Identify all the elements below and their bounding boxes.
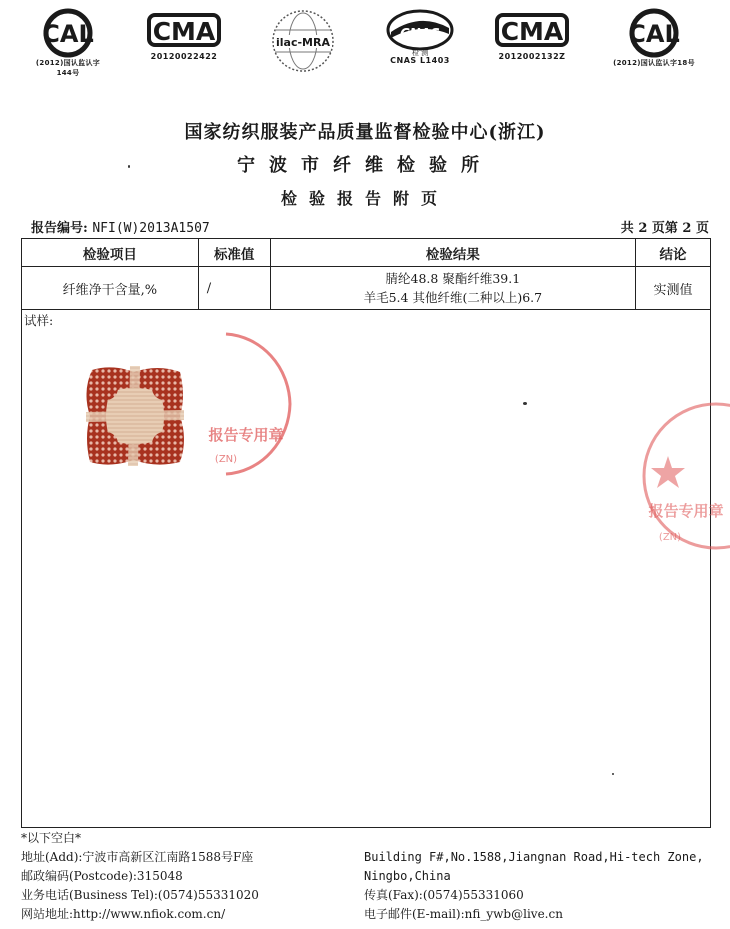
cal-mark-icon: [626, 8, 682, 58]
footer-fax: 传真(Fax):(0574)55331060: [364, 888, 524, 902]
cma-code-left: 20120022422: [150, 52, 218, 61]
header-conclusion: 结论: [636, 239, 711, 267]
cma-mark-text: CMA: [152, 17, 216, 46]
cnas-mark-icon: [385, 8, 455, 56]
cma-mark-text: CMA: [500, 17, 564, 46]
cell-conclusion: 实测值: [636, 267, 711, 310]
footer-website[interactable]: 网站地址:http://www.nfiok.com.cn/: [21, 907, 226, 921]
page-type-title: 检验报告附页: [280, 189, 449, 208]
seal-left-code: (ZN): [214, 454, 238, 465]
ilac-globe-icon: [270, 8, 336, 74]
cal-code-left: (2012)国认监认字144号: [35, 59, 101, 77]
cma-logo-left: [146, 8, 222, 61]
seal-right-text: 报告专用章: [648, 502, 724, 520]
footer-postcode: 邮政编码(Postcode):315048: [21, 869, 183, 883]
cal-logo-right: [612, 8, 696, 68]
cal-mark-icon: [40, 8, 96, 58]
header-result: 检验结果: [270, 239, 635, 267]
institute-title: 宁波市纤维检验所: [237, 155, 493, 176]
cell-result: [270, 267, 635, 310]
cal-code-right: (2012)国认监认字18号: [613, 59, 695, 67]
cma-mark-icon: [146, 8, 222, 52]
scan-speck: [523, 402, 527, 405]
cnas-mark-text: CNAS: [400, 27, 440, 42]
report-number-value: NFI(W)2013A1507: [92, 221, 210, 236]
scan-speck: [612, 773, 614, 775]
ilac-mark-text: ilac-MRA: [276, 36, 330, 49]
cnas-code: CNAS L1403: [390, 56, 450, 65]
fabric-sample-image: [82, 362, 188, 470]
table-header-row: [22, 239, 711, 267]
report-number: [31, 217, 210, 236]
cnas-logo: [380, 8, 460, 65]
cnas-sub-text: 检 测: [411, 49, 429, 56]
footer-address-en-1: Building F#,No.1588,Jiangnan Road,Hi-tech Zone,: [364, 850, 704, 864]
cma-logo-right: [494, 8, 570, 61]
footer-left: [21, 829, 259, 924]
scan-speck: [128, 165, 130, 168]
results-table: [21, 238, 711, 310]
report-seal-right: [636, 398, 730, 558]
result-line-2: 羊毛5.4 其他纤维(二种以上)6.7: [363, 290, 543, 305]
header-item: 检验项目: [22, 239, 199, 267]
report-seal-left: [186, 330, 292, 480]
seal-left-text: 报告专用章: [208, 426, 284, 444]
cma-mark-icon: [494, 8, 570, 52]
footer-phone: 业务电话(Business Tel):(0574)55331020: [21, 888, 259, 902]
cell-standard: /: [198, 267, 270, 310]
footer-address: 地址(Add):宁波市高新区江南路1588号F座: [21, 850, 254, 864]
report-number-label: 报告编号:: [31, 221, 88, 236]
footer-email[interactable]: 电子邮件(E-mail):nfi_ywb@live.cn: [364, 907, 563, 921]
table-row: [22, 267, 711, 310]
seal-right-code: (ZN): [658, 532, 682, 543]
sample-label: 试样:: [24, 313, 54, 328]
org-title: 国家纺织服装产品质量监督检验中心(浙江): [184, 122, 546, 143]
cal-mark-text: CAL: [628, 20, 680, 48]
cal-mark-text: CAL: [42, 20, 94, 48]
ilac-logo: [268, 8, 338, 74]
end-note: *以下空白*: [21, 831, 82, 845]
result-line-1: 腈纶48.8 聚酯纤维39.1: [385, 271, 521, 286]
footer-address-en-2: Ningbo,China: [364, 869, 451, 883]
header-standard: 标准值: [198, 239, 270, 267]
footer-right: [364, 848, 704, 924]
cell-item: 纤维净干含量,%: [22, 267, 199, 310]
cma-code-right: 2012002132Z: [498, 52, 566, 61]
page-info: 共 2 页第 2 页: [620, 221, 709, 236]
cal-logo-left: [30, 8, 106, 78]
